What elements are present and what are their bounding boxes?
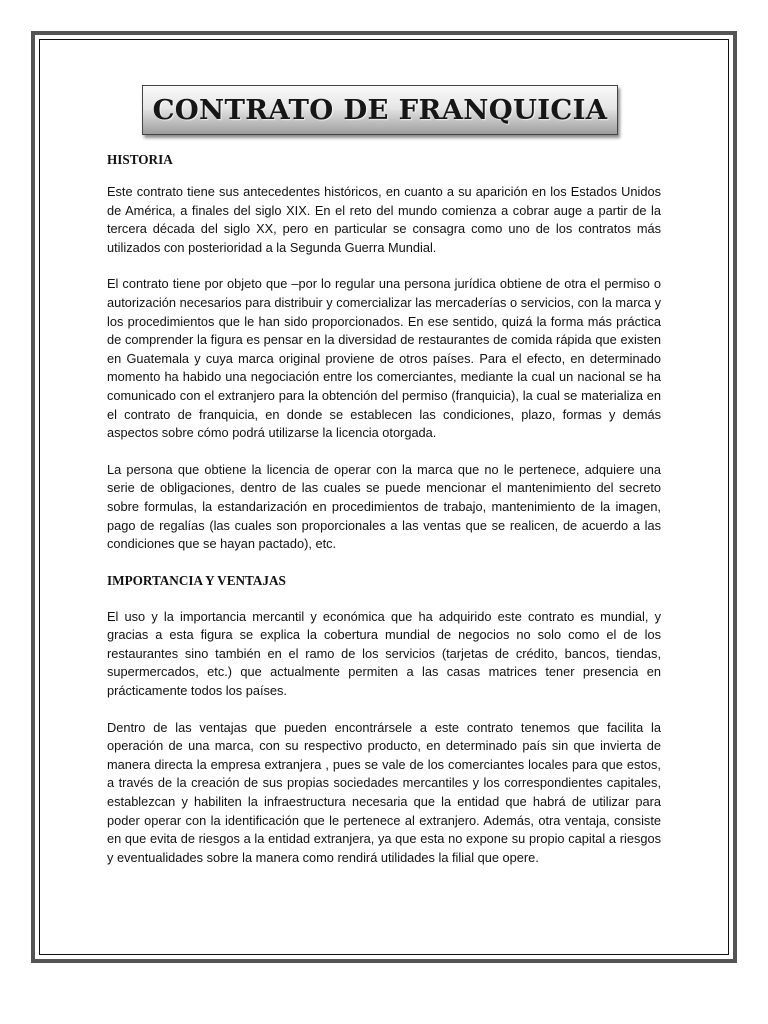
paragraph: La persona que obtiene la licencia de operar con la marca que no le pertenece, adquiere una serie de obligaciones, dentro de las cuales se puede mencionar el mantenimiento del secreto sobre formulas, la estandarización en procedimientos de trabajo, mantenimiento de la imagen, pago de regalías (las cuales son proporcionales a las ventas que se realicen, de acuerdo a las condiciones que se hayan pactado), etc.: [107, 461, 661, 552]
section-historia: [107, 151, 661, 554]
title-banner: [142, 85, 618, 135]
paragraph: Dentro de las ventajas que pueden encontrársele a este contrato tenemos que facilita la operación de una marca, con su respectivo producto, en determinado país sin que invierta de manera directa la empresa extranjera , pues se vale de los comerciantes locales para que estos, a través de la creación de sus propias sociedades mercantiles y los correspondientes capitales, establezcan y habiliten la infraestructura necesaria que la entidad que habrá de utilizar para poder operar con la identificación que le pertenece al extranjero. Además, otra ventaja, consiste en que evita de riesgos a la entidad extranjera, ya que esta no expone su propio capital a riesgos y eventualidades sobre la manera como rendirá utilidades la filial que opere.: [107, 719, 661, 865]
paragraph: El contrato tiene por objeto que –por lo regular una persona jurídica obtiene de otra el permiso o autorización necesarios para distribuir y comercializar las mercaderías o servicios, con la marca y los procedimientos que le han sido proporcionados. En ese sentido, quizá la forma más práctica de comprender la figura es pensar en la diversidad de restaurantes de comida rápida que existen en Guatemala y cuya marca original proviene de otros países. Para el efecto, en determinado momento ha habido una negociación entre los comerciantes, mediante la cual un nacional se ha comunicado con el extranjero para la obtención del permiso (franquicia), la cual se materializa en el contrato de franquicia, en donde se establecen las condiciones, plazo, formas y demás aspectos sobre cómo podrá utilizarse la licencia otorgada.: [107, 276, 661, 441]
document-title: CONTRATO DE FRANQUICIA: [152, 94, 608, 126]
section-heading: HISTORIA: [107, 152, 173, 167]
section-importancia-y-ventajas: [107, 572, 661, 868]
paragraph: El uso y la importancia mercantil y económica que ha adquirido este contrato es mundial, y gracias a esta figura se explica la cobertura mundial de negocios no solo como el de los restaurantes sino también en el ramo de los servicios (tarjetas de crédito, bancos, tiendas, supermercados, etc.) que actualmente permiten a las casas matrices tener presencia en prácticamente todos los países.: [107, 608, 661, 699]
section-heading: IMPORTANCIA Y VENTAJAS: [107, 572, 286, 588]
document-body: [107, 146, 661, 867]
paragraph: Este contrato tiene sus antecedentes históricos, en cuanto a su aparición en los Estados Unidos de América, a finales del siglo XIX. En el reto del mundo comienza a cobrar auge a partir de la tercera década del siglo XX, pero en particular se consagra como uno de los contratos más utilizados con posterioridad a la Segunda Guerra Mundial.: [107, 184, 661, 255]
